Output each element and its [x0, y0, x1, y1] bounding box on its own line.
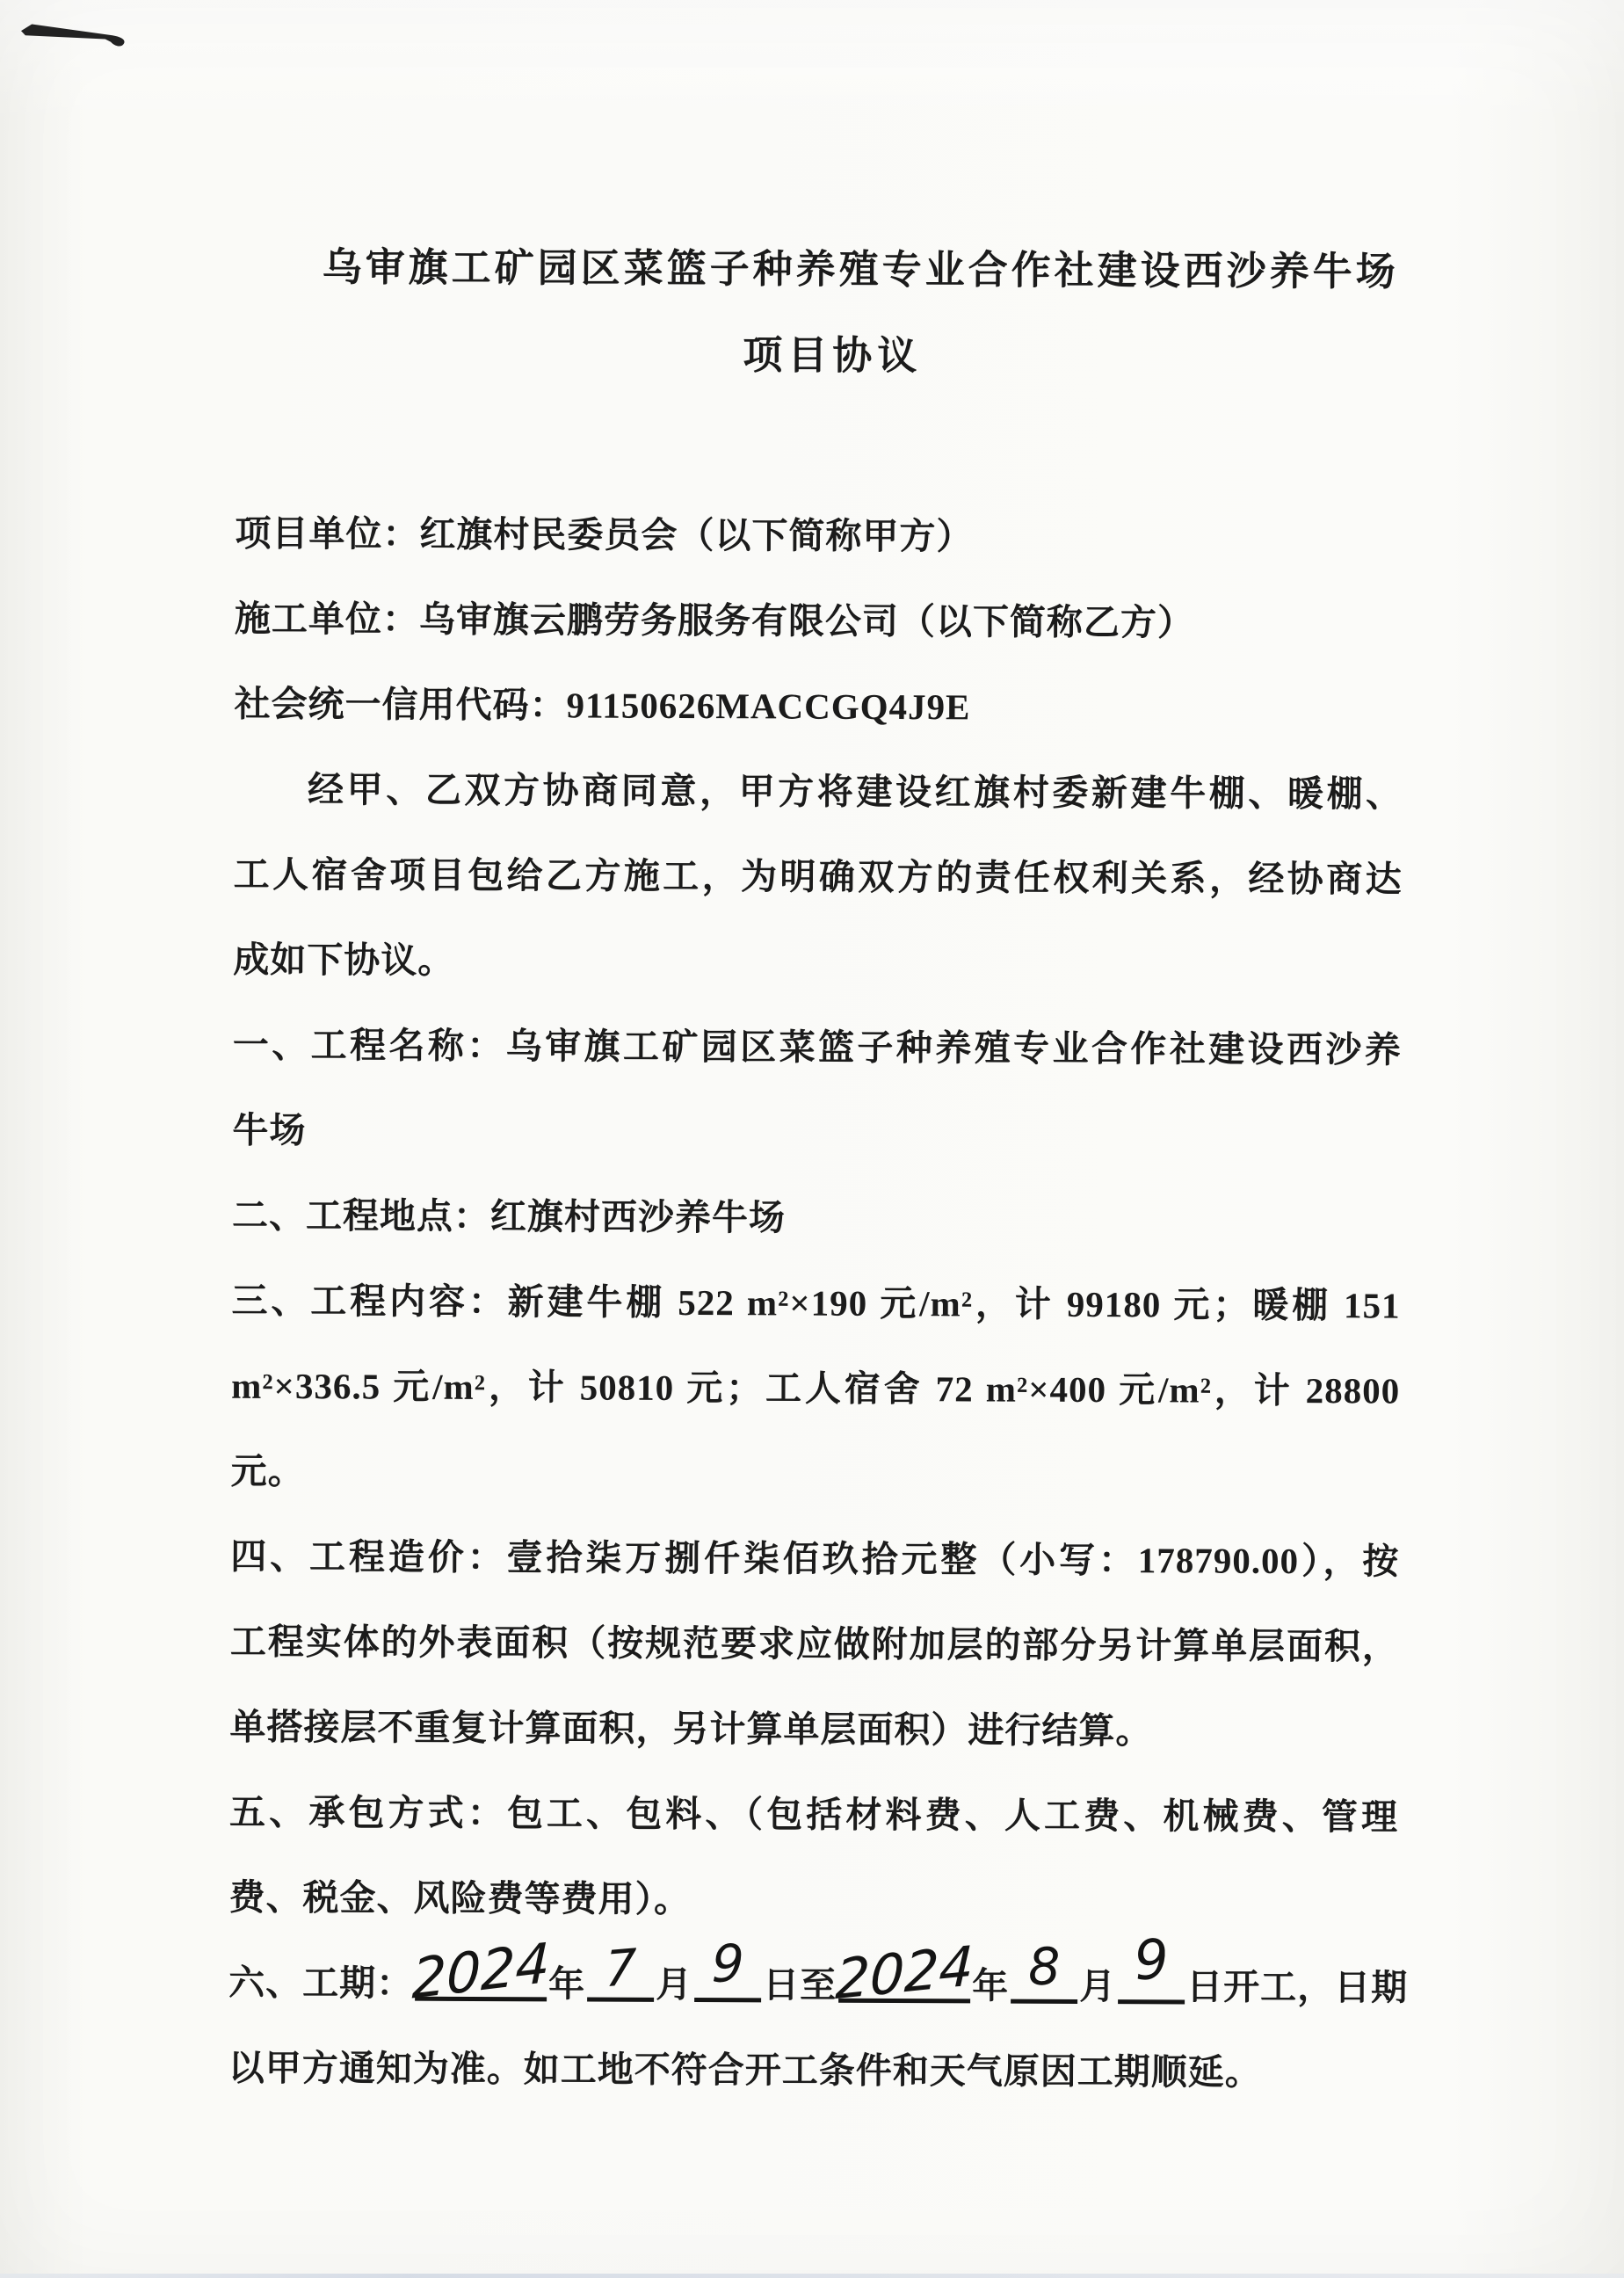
handwritten-end-month: 8 [1026, 1936, 1062, 1998]
para-intro-1: 经甲、乙双方协商同意，甲方将建设红旗村委新建牛棚、暖棚、 [308, 769, 1403, 815]
line-construction-unit: 施工单位：乌审旗云鹏劳务服务有限公司（以下简称乙方） [234, 598, 1195, 643]
document-title: 乌审旗工矿园区菜篮子种养殖专业合作社建设西沙养牛场 [322, 245, 1399, 294]
line-item1-project-name-2: 牛场 [232, 1109, 307, 1151]
start-year-blank [411, 1930, 551, 2012]
label-month-1: 月 [656, 1963, 693, 2006]
line-item3-content-3: 元。 [230, 1450, 305, 1492]
line-item3-content-1: 三、工程内容：新建牛棚 522 m²×190 元/m²，计 99180 元；暖棚 151 [231, 1280, 1401, 1326]
label-year-2: 年 [972, 1965, 1010, 2006]
line-item6-schedule [228, 1926, 1409, 2031]
handwritten-end-year: 2024 [834, 1933, 975, 2013]
line-item5-contract-mode-1: 五、承包方式：包工、包料、（包括材料费、人工费、机械费、管理 [228, 1791, 1399, 1838]
para-intro-3: 成如下协议。 [233, 939, 455, 981]
handwritten-end-day: 9 [1132, 1926, 1171, 1993]
line-item5-contract-mode-2: 费、税金、风险费等费用）。 [228, 1876, 692, 1920]
end-day-blank [1118, 1926, 1185, 2004]
schedule-suffix: 日开工，日期 [1186, 1966, 1409, 2008]
line-item4-price-1: 四、工程造价：壹拾柒万捌仟柒佰玖拾元整（小写：178790.00），按 [230, 1535, 1400, 1582]
document-subtitle: 项目协议 [743, 333, 923, 379]
line-item1-project-name-1: 一、工程名称：乌审旗工矿园区菜篮子种养殖专业合作社建设西沙养 [232, 1024, 1402, 1070]
end-year-blank [834, 1933, 975, 2013]
line-item3-content-2: m²×336.5 元/m²，计 50810 元；工人宿舍 72 m²×400 元/m²，计 28800 [231, 1365, 1401, 1411]
label-to: 日至 [763, 1964, 837, 2006]
label-month-2: 月 [1079, 1965, 1117, 2007]
line-item4-price-2: 工程实体的外表面积（按规范要求应做附加层的部分另计算单层面积， [229, 1621, 1399, 1667]
handwritten-start-month: 7 [604, 1939, 637, 1999]
line-item4-price-3: 单搭接层不重复计算面积，另计算单层面积）进行结算。 [229, 1706, 1153, 1752]
document-body [228, 491, 1409, 2116]
line-project-unit: 项目单位：红旗村民委员会（以下简称甲方） [235, 512, 974, 557]
line-credit-code: 社会统一信用代码：91150626MACCGQ4J9E [234, 683, 971, 728]
line-item6-schedule-2: 以甲方通知为准。如工地不符合开工条件和天气原因工期顺延。 [228, 2047, 1262, 2093]
para-intro-2: 工人宿舍项目包给乙方施工，为明确双方的责任权利关系，经协商达 [233, 853, 1403, 900]
label-year-1: 年 [548, 1963, 586, 2005]
handwritten-start-day: 9 [711, 1933, 745, 1995]
start-day-blank [694, 1933, 761, 2002]
line-item2-location: 二、工程地点：红旗村西沙养牛场 [231, 1194, 787, 1238]
end-month-blank [1011, 1936, 1077, 2004]
schedule-prefix: 六、工期： [228, 1962, 414, 2004]
start-month-blank [587, 1939, 654, 2002]
handwritten-start-year: 2024 [411, 1930, 551, 2012]
pen-mark-icon [18, 21, 130, 51]
scanner-edge-artifact [0, 2274, 1624, 2278]
